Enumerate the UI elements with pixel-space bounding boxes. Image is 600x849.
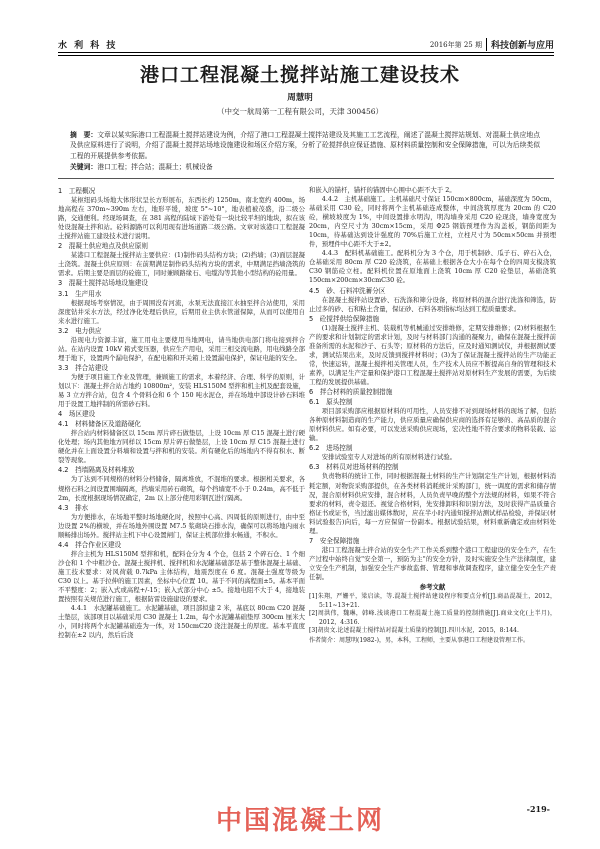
section-heading: 6.2 进场控制 (309, 444, 353, 453)
section-heading: 6 拌合材料的质量控制措施 (309, 388, 393, 397)
body-paragraph: 在混凝土搅拌站设置砂、石洗涤和筛分设备，将原材料的混合进行洗涤和筛选，防止过多的砂、石和粘土含量，保证砂、石料各项指标均达到工程质量要求。 (309, 295, 556, 313)
section-heading: 4.4 拌合作业区建设 (58, 540, 122, 549)
paper-title: 港口工程混凝土搅拌站施工建设技术 (139, 64, 460, 86)
section-heading: 1 工程概况 (58, 187, 96, 195)
body-column-right (309, 186, 556, 796)
column-name: 科技创新与应用 (486, 38, 554, 51)
body-paragraph: 为方便排水，在场地平整时场地硬化时，按照中心高、四周低的原则进行，由中至边设置 2%的横坡，并在场地外围设置 M7.5 浆砌块石排水沟，确保可以将场地内雨水顺畅排出场外。搅拌站主机下中心设置闸门，保证主机部位排水畅通，不积水。 (58, 512, 305, 539)
keywords-label: 关键词： (70, 163, 98, 171)
body-paragraph: 4.4.3 配料机基础施工。配料机分为 3 个仓，用于机制砂、瓜子石、碎石入仓，仓基础采用 80cm 厚 C20 砼浇筑，在基础上根据各仓大小在每个仓的四周支模浇筑 C30 钢筋砼立柱。配料机位置在原地面上浇筑 10cm 厚 C20 砼垫层，基础浇筑 150cm×200cm×30cmC30 砼。 (309, 249, 556, 285)
header-rule (58, 52, 554, 53)
section-heading: 3.2 电力供应 (58, 326, 102, 335)
abstract (70, 130, 540, 161)
section-heading: 4.3 排水 (58, 503, 89, 512)
body-paragraph: 为了达到不同规格的材料分档储备，隔离堆放，不混堆的要求。根据相关要求，各规格石料之间设置围墙隔离，挡墙采用砖石砌筑，每个挡墙宽不小于 0.24m，高不低于 2m，长度根据现场情况确定，2m 以上部分使用彩钢瓦进行隔离。 (58, 475, 305, 502)
right-body (309, 186, 556, 582)
body-paragraph: 根据现场考察情况，由于周围没有河流，水泵无法直接江水抽至拌合站使用，采用深度钻井采水方法，经过净化处理后供应，后期用业主供水管道保障，从而可以使用自来水进行施工。 (58, 298, 305, 325)
page-number: -219- (526, 804, 550, 814)
abstract-label: 摘 要： (70, 131, 98, 139)
reference-item: [2]周洪伟，魏琳，韩峰.浅谈港口工程混凝土施工质量的控制措施[J].商业文化(上半月)，2012，4:316. (309, 610, 556, 626)
author-bio: 作者简介：周慧明(1982-)，男，本科，工程师，主要从事港口工程建设管理工作。 (309, 637, 529, 645)
body-paragraph: 沿现电力资源丰富，施工用电主要使用当地网电，请当地供电部门将电接到拌合站。在站内设置 10kV 箱式变压器，供应生产用电，采用三相交流电路，用电线路全部埋于地下，设置两个漏电保护，在配电箱和开关箱上设置漏电保护，保证电能的安全。 (58, 335, 305, 362)
reference-item: [1]朱翔，严姗平，梁启读，等.混凝土搅拌站建设程序和要点分析[J].商品混凝土，2012，5:11~13+21. (309, 593, 556, 609)
journal-name: 水 利 科 技 (58, 41, 118, 51)
section-heading: 3.1 生产用水 (58, 289, 102, 298)
body-paragraph: 港口工程混凝土拌合站的安全生产工作关系到整个港口工程建设的安全生产，在生产过程中始终自觉"安全第一，预防为主"的安全方针，及时实施安全生产法律制度，建立安全生产机制，加强安全生产事故监督、管理和事故调查程序，建立健全安全生产责任制。 (309, 545, 556, 581)
section-heading: 7 安全保障措施 (309, 536, 360, 545)
author-name: 周慧明 (287, 93, 313, 103)
body-paragraph: 拌合主机为 HLS150M 型拌和机，配料仓分为 4 个仓，包括 2 个碎石仓、1 个细沙仓和 1 个中粗沙仓。混凝土搅拌机、搅拌机和水泥罐基础部是基于整体混凝土基础、施工技术要求：对风荷载 0.7kPa 主体结构，地震烈度在 6 度。混凝土强度等级为 C30 以上。基于拉伸的施工因素，坐标中心位置 10。基于不同的高程面±5。基本平面不平整度：2；嵌入式或高程+/-15；嵌入式部分中心 ±5。接地电阻不大于 4，接地装置按照有关规范进行施工，根据防雷设施建设的要求。 (58, 549, 305, 604)
abstract-text: 文章以某实际港口工程混凝土搅拌站建设为例，介绍了港口工程混凝土搅拌站建设及其施工工艺流程，阐述了混凝土搅拌站规划、对混凝土供应地点及供应原料进行了说明，介绍了混凝土搅拌站场地设施建设和场区介绍方案，分析了砼搅拌供应保证措施、原材料质量控制和安全保障措施，可以为后续类似工程的开展提供参考依据。 (70, 131, 541, 160)
body-paragraph: 某枢纽码头场地大体形状呈长方形展布，东西长约 1250m，南北宽约 400m，场地高程在 370m~390m 左右，地形平缓，坡度 5°~10°，地表植被茂盛，沿二级公路，交通便利。经现场调查，在 381 高程的陆域下游处有一块比较平坦的地块，拟在该处设混凝土拌和站。砼料源路可以利用现有进场道路二级公路。文章对该港口工程混凝土搅拌站施工建设技术进行说明。 (58, 196, 305, 241)
watermark-text: 中国混凝土网 (215, 806, 384, 836)
reference-item: [3]胡贵文.论述混凝土搅拌站对混凝土质量的控制[J].四川水泥，2015，8:144. (309, 627, 519, 635)
reference-list (309, 593, 556, 636)
body-paragraph: 4.4.1 水泥罐基础施工。水泥罐基础，项目部拟建 2 米，基底以 80cm C20 混凝土垫层，该部项目以基础采用 C30 混凝土 1.2m，每个水泥罐基础垫厚 300cm 厘米大小，同时将两个水泥罐基础连为一体，对 150cmC20 浇注混凝土的厚度。基本平直度控制在±2 以内，然后后浇 (58, 604, 305, 640)
body-paragraph: 和嵌入的锚杆，锚杆的锚固中心围中心距不大于 2。 (309, 186, 456, 194)
body-paragraph: (1)混凝土搅拌主机、装载机等机械通过安排维修，定期安排维修；(2)材料根据生产的要求和计划制定的需求计划，及时与材料部门沟通的凝聚力，确保在混凝土搅拌前准备所需的水泥和沙子、石头等；原材料的方法后，应及时通知测试仪，并根据测试要求，测试结果出来，及时反馈到搅拌材料时；(3)为了保证混凝土搅拌站的生产功能正常，快速运转，混凝土搅拌相关管理人员，生产技术人员应不断提高自身的管理和技术素养，以满足生产定量和保护港口工程混凝土搅拌站对原材料生产发展的需要，为后续工程的发展提供基础。 (309, 323, 556, 386)
keywords (70, 162, 540, 172)
section-heading: 6.3 材料员对进场材料的控制 (309, 463, 399, 472)
keywords-text: 港口工程；拌合站；混凝土；机械设备 (97, 163, 213, 171)
section-heading: 3.3 拌合站建设 (58, 363, 109, 372)
body-paragraph: 项目部采购部应根据原材料的可用性，人员安排不对到现场材料的现场了解，包括各种原材料制造商的生产能力，供应质量应确保供应商的选择有足够的、高品质的混合原材料供应。如有必要，可以发送采购供应现场，宏决性地不符合要求的物料装载、运输。 (309, 407, 556, 443)
body-column-left (58, 186, 305, 796)
section-heading: 5 砼搅拌供给保障措施 (309, 314, 380, 323)
section-heading: 4.1 材料储备区及道路硬化 (58, 420, 142, 429)
affiliation: （中交一航局第一工程有限公司，天津 300456） (216, 107, 383, 116)
body-paragraph: 安排试验室专人对进场的所有原材料进行试验。 (321, 453, 456, 462)
section-heading: 6.1 原头控制 (309, 398, 353, 407)
body-paragraph: 为便于项目施工作业及管理，兼顾施工的需求，本着经济、合理、科学的原则，计划以下：混凝土拌合站占地约 10800m²，安装 HLS150M 型拌和机主机及配套设施，易 3 立方拌合站，包含 4 个骨料仓和 6 个 150 吨水泥仓，并在场地中部设计砂石料堆用于设置工地拌制的所需砂石料。 (58, 372, 305, 409)
section-heading: 4.5 砂、石料冲洗蓄分区 (309, 286, 386, 295)
references-heading: 参考文献 (419, 583, 446, 592)
header-right (430, 38, 554, 51)
running-header (58, 38, 554, 52)
body-paragraph: 某港口工程混凝土搅拌站主要供应：(1)制作码头结构方块；(2)挡墙；(3)面层混凝土浇筑。混凝土供应原则：在前期满足制作码头结构方块的需求，中期满足挡墙浇筑的需求。后期主要是面层的砼施工，同时兼顾路缘石、电缆沟等其他小型结构的砼用量。 (58, 251, 305, 278)
section-heading: 4.2 挡墙隔离及材料堆放 (58, 466, 135, 475)
section-heading: 2 混凝土供应地点及供应原则 (58, 242, 148, 251)
body-paragraph: 拌合站内材料储备区以 15cm 厚片碎石做垫层，上设 10cm 厚 C15 混凝土进行硬化处理；场内其他地方同样以 15cm 厚片碎石做垫层，上设 10cm 厚 C15 混凝土进行硬化并在上面设置分料墙和设置与拌和机的安装。所有硬化后的场地内不得有积水、断裂等现象。 (58, 429, 305, 465)
section-heading: 4 场区建设 (58, 410, 96, 419)
abstract-rule (58, 178, 554, 179)
body-paragraph: 负责物料的统计工作，同时根据混凝土材料的生产计划制定生产计划，根据材料消耗定额，对物资采购部提供，在各类材料消耗统计采购部门，统一调度的需求和储存情况，混合原材料供应安排，混合材料，人员负责早晚的整个方法规的材料，如果不符合要求的材料，责令退还。视觉合格材料，先安排卸料和识别方法，及时获得产品质量合格证书或证书，当过滤出媒体数时，应在半小时内通知搅拌站测试样品检验，并保证(材料试验报告)向后，每一方应保留一份副本。根据试验结果，材料重新确定或由材料处理。 (309, 472, 556, 535)
header-rule-thin (58, 55, 554, 56)
issue-number: 2016年第 25 期 (429, 40, 482, 49)
body-paragraph: 4.4.2 主机基础施工。主机基础尺寸保证 150cm×800cm，基础深度为 50cm，基础采用 C30 砼，同时将两个主机基础连成整体，中间浇筑厚度为 20cm 的 C20 砼，横坡坡度为 1%，中间设置排水明沟，明沟墙身采用 C20 砼现浇，墙身宽度为 20cm，内空尺寸为 30cm×15cm，采用 Φ25 钢筋预埋作为沟盖板，钢筋间距为 10cm，待基础达到设计强度的 70%后施工立柱，立柱尺寸为 50cm×50cm 并预埋件，预埋件中心距不大于±2。 (309, 195, 556, 249)
section-heading: 3 混凝土搅拌站场地设施建设 (58, 279, 148, 288)
